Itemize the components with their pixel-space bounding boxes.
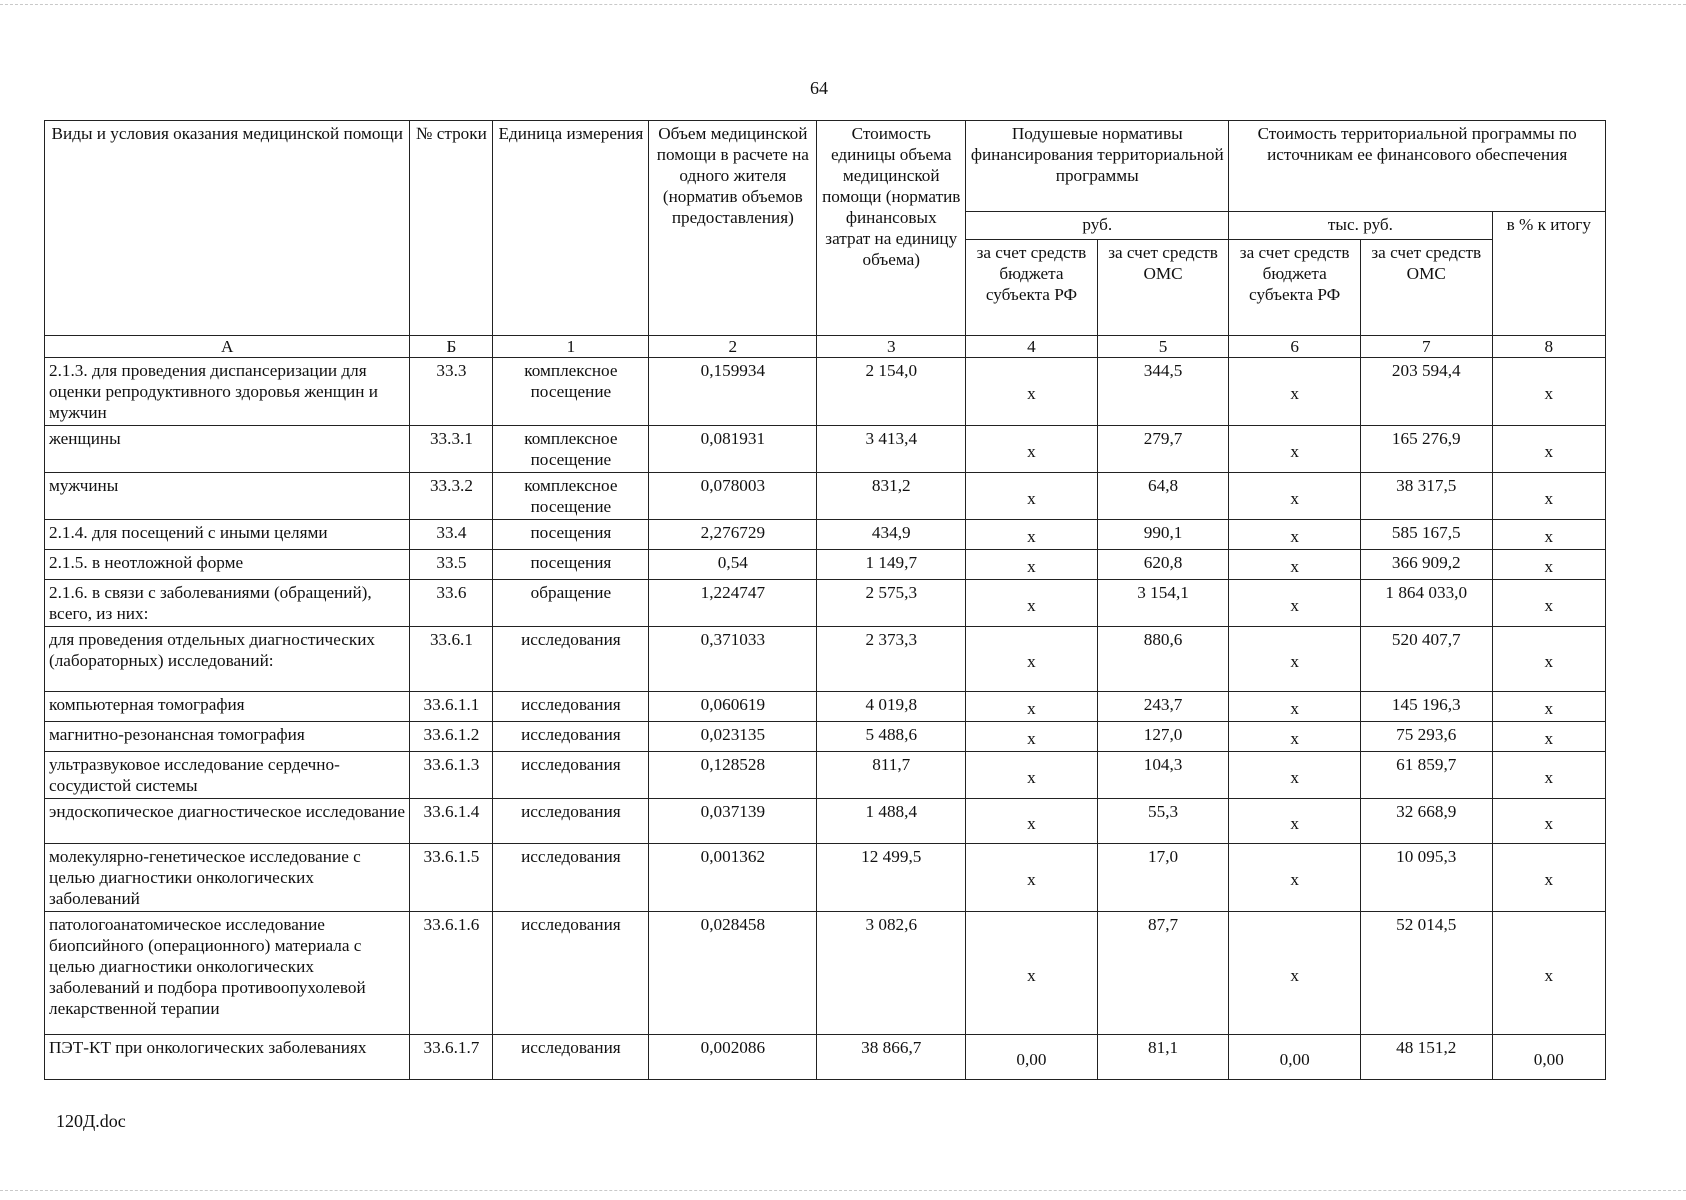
row-cost-cell: 831,2 — [817, 473, 966, 520]
row-oms-thous-cell: 32 668,9 — [1360, 799, 1492, 844]
row-percent-cell: х — [1492, 912, 1605, 1035]
row-budget-rub-cell: х — [966, 580, 1098, 627]
row-oms-rub-cell: 81,1 — [1097, 1035, 1229, 1080]
row-percent-cell: х — [1492, 473, 1605, 520]
row-name-cell: ПЭТ-КТ при онкологических заболеваниях — [45, 1035, 410, 1080]
row-unit-cell: обращение — [493, 580, 649, 627]
row-cost-cell: 5 488,6 — [817, 722, 966, 752]
row-budget-thous-cell: х — [1229, 799, 1361, 844]
row-number-cell: 33.6.1.7 — [410, 1035, 493, 1080]
row-budget-thous-cell: х — [1229, 580, 1361, 627]
row-oms-rub-cell: 880,6 — [1097, 627, 1229, 692]
row-oms-rub-cell: 344,5 — [1097, 358, 1229, 426]
row-cost-cell: 3 413,4 — [817, 426, 966, 473]
row-number-cell: 33.6 — [410, 580, 493, 627]
row-number-cell: 33.6.1 — [410, 627, 493, 692]
row-unit-cell: исследования — [493, 912, 649, 1035]
table-row — [45, 844, 1606, 912]
row-percent-cell: 0,00 — [1492, 1035, 1605, 1080]
row-number-cell: 33.3.1 — [410, 426, 493, 473]
row-unit-cell: комплексное посещение — [493, 358, 649, 426]
index-cell: 4 — [966, 336, 1098, 358]
row-cost-cell: 3 082,6 — [817, 912, 966, 1035]
row-name-cell: ультразвуковое исследование сердечно-сосудистой системы — [45, 752, 410, 799]
row-number-cell: 33.3 — [410, 358, 493, 426]
row-oms-thous-cell: 520 407,7 — [1360, 627, 1492, 692]
header-volume: Объем медицинской помощи в расчете на одного жителя (норматив объемов предоставления) — [649, 121, 817, 336]
index-cell: 5 — [1097, 336, 1229, 358]
row-cost-cell: 2 373,3 — [817, 627, 966, 692]
row-oms-thous-cell: 48 151,2 — [1360, 1035, 1492, 1080]
header-row-number: № строки — [410, 121, 493, 336]
row-budget-rub-cell: х — [966, 358, 1098, 426]
row-percent-cell: х — [1492, 844, 1605, 912]
row-percent-cell: х — [1492, 358, 1605, 426]
row-volume-cell: 0,54 — [649, 550, 817, 580]
scan-edge-bottom — [0, 1190, 1686, 1192]
row-number-cell: 33.6.1.6 — [410, 912, 493, 1035]
row-name-cell: 2.1.6. в связи с заболеваниями (обращений), всего, из них: — [45, 580, 410, 627]
row-budget-thous-cell: х — [1229, 912, 1361, 1035]
row-unit-cell: комплексное посещение — [493, 426, 649, 473]
table-body — [45, 336, 1606, 1080]
row-cost-cell: 2 575,3 — [817, 580, 966, 627]
header-budget-thous: за счет средств бюджета субъекта РФ — [1229, 240, 1361, 336]
row-budget-thous-cell: х — [1229, 473, 1361, 520]
row-oms-rub-cell: 64,8 — [1097, 473, 1229, 520]
row-volume-cell: 1,224747 — [649, 580, 817, 627]
row-oms-rub-cell: 620,8 — [1097, 550, 1229, 580]
row-percent-cell: х — [1492, 627, 1605, 692]
row-unit-cell: посещения — [493, 520, 649, 550]
row-number-cell: 33.6.1.1 — [410, 692, 493, 722]
row-unit-cell: исследования — [493, 752, 649, 799]
header-budget-rub: за счет средств бюджета субъекта РФ — [966, 240, 1098, 336]
header-program-cost-group: Стоимость территориальной программы по источникам ее финансового обеспечения — [1229, 121, 1606, 212]
row-percent-cell: х — [1492, 520, 1605, 550]
row-oms-rub-cell: 3 154,1 — [1097, 580, 1229, 627]
scan-edge-top — [0, 4, 1686, 6]
row-budget-rub-cell: х — [966, 473, 1098, 520]
row-budget-thous-cell: х — [1229, 692, 1361, 722]
row-volume-cell: 0,159934 — [649, 358, 817, 426]
row-budget-rub-cell: х — [966, 722, 1098, 752]
row-budget-thous-cell: х — [1229, 550, 1361, 580]
row-percent-cell: х — [1492, 752, 1605, 799]
row-name-cell: 2.1.3. для проведения диспансеризации для оценки репродуктивного здоровья женщин и мужчин — [45, 358, 410, 426]
financing-table — [44, 120, 1606, 1080]
row-cost-cell: 4 019,8 — [817, 692, 966, 722]
row-unit-cell: исследования — [493, 1035, 649, 1080]
row-oms-thous-cell: 585 167,5 — [1360, 520, 1492, 550]
row-budget-rub-cell: х — [966, 912, 1098, 1035]
row-name-cell: для проведения отдельных диагностических (лабораторных) исследований: — [45, 627, 410, 692]
row-number-cell: 33.4 — [410, 520, 493, 550]
row-name-cell: патологоанатомическое исследование биопсийного (операционного) материала с целью диагностики онкологических заболеваний и подбора противоопухолевой лекарственной терапии — [45, 912, 410, 1035]
row-oms-thous-cell: 61 859,7 — [1360, 752, 1492, 799]
row-unit-cell: исследования — [493, 799, 649, 844]
row-volume-cell: 0,001362 — [649, 844, 817, 912]
index-cell: 6 — [1229, 336, 1361, 358]
row-cost-cell: 811,7 — [817, 752, 966, 799]
row-cost-cell: 1 149,7 — [817, 550, 966, 580]
row-volume-cell: 0,128528 — [649, 752, 817, 799]
row-budget-thous-cell: х — [1229, 752, 1361, 799]
row-volume-cell: 0,081931 — [649, 426, 817, 473]
row-oms-thous-cell: 10 095,3 — [1360, 844, 1492, 912]
table-row — [45, 580, 1606, 627]
row-oms-rub-cell: 17,0 — [1097, 844, 1229, 912]
row-percent-cell: х — [1492, 580, 1605, 627]
header-oms-rub: за счет средств ОМС — [1097, 240, 1229, 336]
row-volume-cell: 0,078003 — [649, 473, 817, 520]
row-name-cell: эндоскопическое диагностическое исследование — [45, 799, 410, 844]
row-budget-thous-cell: х — [1229, 722, 1361, 752]
row-budget-rub-cell: х — [966, 692, 1098, 722]
row-percent-cell: х — [1492, 692, 1605, 722]
row-volume-cell: 2,276729 — [649, 520, 817, 550]
index-cell: 8 — [1492, 336, 1605, 358]
row-oms-rub-cell: 279,7 — [1097, 426, 1229, 473]
row-oms-thous-cell: 1 864 033,0 — [1360, 580, 1492, 627]
row-number-cell: 33.6.1.3 — [410, 752, 493, 799]
row-name-cell: женщины — [45, 426, 410, 473]
row-cost-cell: 2 154,0 — [817, 358, 966, 426]
row-budget-thous-cell: 0,00 — [1229, 1035, 1361, 1080]
row-budget-rub-cell: х — [966, 627, 1098, 692]
row-cost-cell: 1 488,4 — [817, 799, 966, 844]
row-oms-rub-cell: 87,7 — [1097, 912, 1229, 1035]
row-cost-cell: 434,9 — [817, 520, 966, 550]
row-budget-rub-cell: х — [966, 844, 1098, 912]
table-row — [45, 520, 1606, 550]
row-name-cell: мужчины — [45, 473, 410, 520]
table-row — [45, 473, 1606, 520]
row-oms-rub-cell: 243,7 — [1097, 692, 1229, 722]
row-volume-cell: 0,023135 — [649, 722, 817, 752]
row-percent-cell: х — [1492, 426, 1605, 473]
row-budget-rub-cell: х — [966, 426, 1098, 473]
row-budget-thous-cell: х — [1229, 426, 1361, 473]
row-cost-cell: 38 866,7 — [817, 1035, 966, 1080]
table-row — [45, 358, 1606, 426]
header-percent-total: в % к итогу — [1492, 212, 1605, 336]
row-budget-rub-cell: х — [966, 752, 1098, 799]
row-number-cell: 33.6.1.4 — [410, 799, 493, 844]
row-oms-rub-cell: 55,3 — [1097, 799, 1229, 844]
row-unit-cell: исследования — [493, 692, 649, 722]
row-cost-cell: 12 499,5 — [817, 844, 966, 912]
row-budget-rub-cell: х — [966, 520, 1098, 550]
row-name-cell: 2.1.4. для посещений с иными целями — [45, 520, 410, 550]
table-row — [45, 550, 1606, 580]
row-budget-rub-cell: х — [966, 799, 1098, 844]
row-budget-thous-cell: х — [1229, 520, 1361, 550]
index-cell: Б — [410, 336, 493, 358]
row-oms-rub-cell: 104,3 — [1097, 752, 1229, 799]
index-cell: 1 — [493, 336, 649, 358]
row-oms-thous-cell: 52 014,5 — [1360, 912, 1492, 1035]
table-row — [45, 426, 1606, 473]
row-oms-rub-cell: 990,1 — [1097, 520, 1229, 550]
column-index-row — [45, 336, 1606, 358]
header-unit-cost: Стоимость единицы объема медицинской помощи (норматив финансовых затрат на единицу объема) — [817, 121, 966, 336]
header-unit: Единица измерения — [493, 121, 649, 336]
row-oms-rub-cell: 127,0 — [1097, 722, 1229, 752]
row-unit-cell: исследования — [493, 627, 649, 692]
file-name-footer: 120Д.doc — [56, 1111, 126, 1131]
row-oms-thous-cell: 203 594,4 — [1360, 358, 1492, 426]
index-cell: 2 — [649, 336, 817, 358]
page-number: 64 — [810, 78, 828, 98]
table-row — [45, 752, 1606, 799]
index-cell: 7 — [1360, 336, 1492, 358]
row-number-cell: 33.5 — [410, 550, 493, 580]
table-row — [45, 627, 1606, 692]
row-percent-cell: х — [1492, 799, 1605, 844]
row-budget-rub-cell: 0,00 — [966, 1035, 1098, 1080]
row-volume-cell: 0,060619 — [649, 692, 817, 722]
table-row — [45, 799, 1606, 844]
row-budget-thous-cell: х — [1229, 844, 1361, 912]
header-unit-rub: руб. — [966, 212, 1229, 240]
row-oms-thous-cell: 145 196,3 — [1360, 692, 1492, 722]
row-volume-cell: 0,002086 — [649, 1035, 817, 1080]
header-per-capita-group: Подушевые нормативы финансирования территориальной программы — [966, 121, 1229, 212]
index-cell: А — [45, 336, 410, 358]
row-volume-cell: 0,037139 — [649, 799, 817, 844]
index-cell: 3 — [817, 336, 966, 358]
row-name-cell: компьютерная томография — [45, 692, 410, 722]
row-number-cell: 33.3.2 — [410, 473, 493, 520]
row-volume-cell: 0,371033 — [649, 627, 817, 692]
row-budget-rub-cell: х — [966, 550, 1098, 580]
row-number-cell: 33.6.1.5 — [410, 844, 493, 912]
row-name-cell: молекулярно-генетическое исследование с целью диагностики онкологических заболеваний — [45, 844, 410, 912]
table-row — [45, 912, 1606, 1035]
row-percent-cell: х — [1492, 550, 1605, 580]
row-name-cell: 2.1.5. в неотложной форме — [45, 550, 410, 580]
table-row — [45, 1035, 1606, 1080]
row-budget-thous-cell: х — [1229, 627, 1361, 692]
row-oms-thous-cell: 165 276,9 — [1360, 426, 1492, 473]
header-unit-thous-rub: тыс. руб. — [1229, 212, 1492, 240]
row-unit-cell: исследования — [493, 844, 649, 912]
row-budget-thous-cell: х — [1229, 358, 1361, 426]
table-row — [45, 692, 1606, 722]
table-row — [45, 722, 1606, 752]
row-name-cell: магнитно-резонансная томография — [45, 722, 410, 752]
row-oms-thous-cell: 38 317,5 — [1360, 473, 1492, 520]
row-oms-thous-cell: 366 909,2 — [1360, 550, 1492, 580]
row-number-cell: 33.6.1.2 — [410, 722, 493, 752]
header-oms-thous: за счет средств ОМС — [1360, 240, 1492, 336]
row-volume-cell: 0,028458 — [649, 912, 817, 1035]
row-oms-thous-cell: 75 293,6 — [1360, 722, 1492, 752]
row-unit-cell: посещения — [493, 550, 649, 580]
header-care-type: Виды и условия оказания медицинской помощи — [45, 121, 410, 336]
row-unit-cell: комплексное посещение — [493, 473, 649, 520]
row-percent-cell: х — [1492, 722, 1605, 752]
row-unit-cell: исследования — [493, 722, 649, 752]
